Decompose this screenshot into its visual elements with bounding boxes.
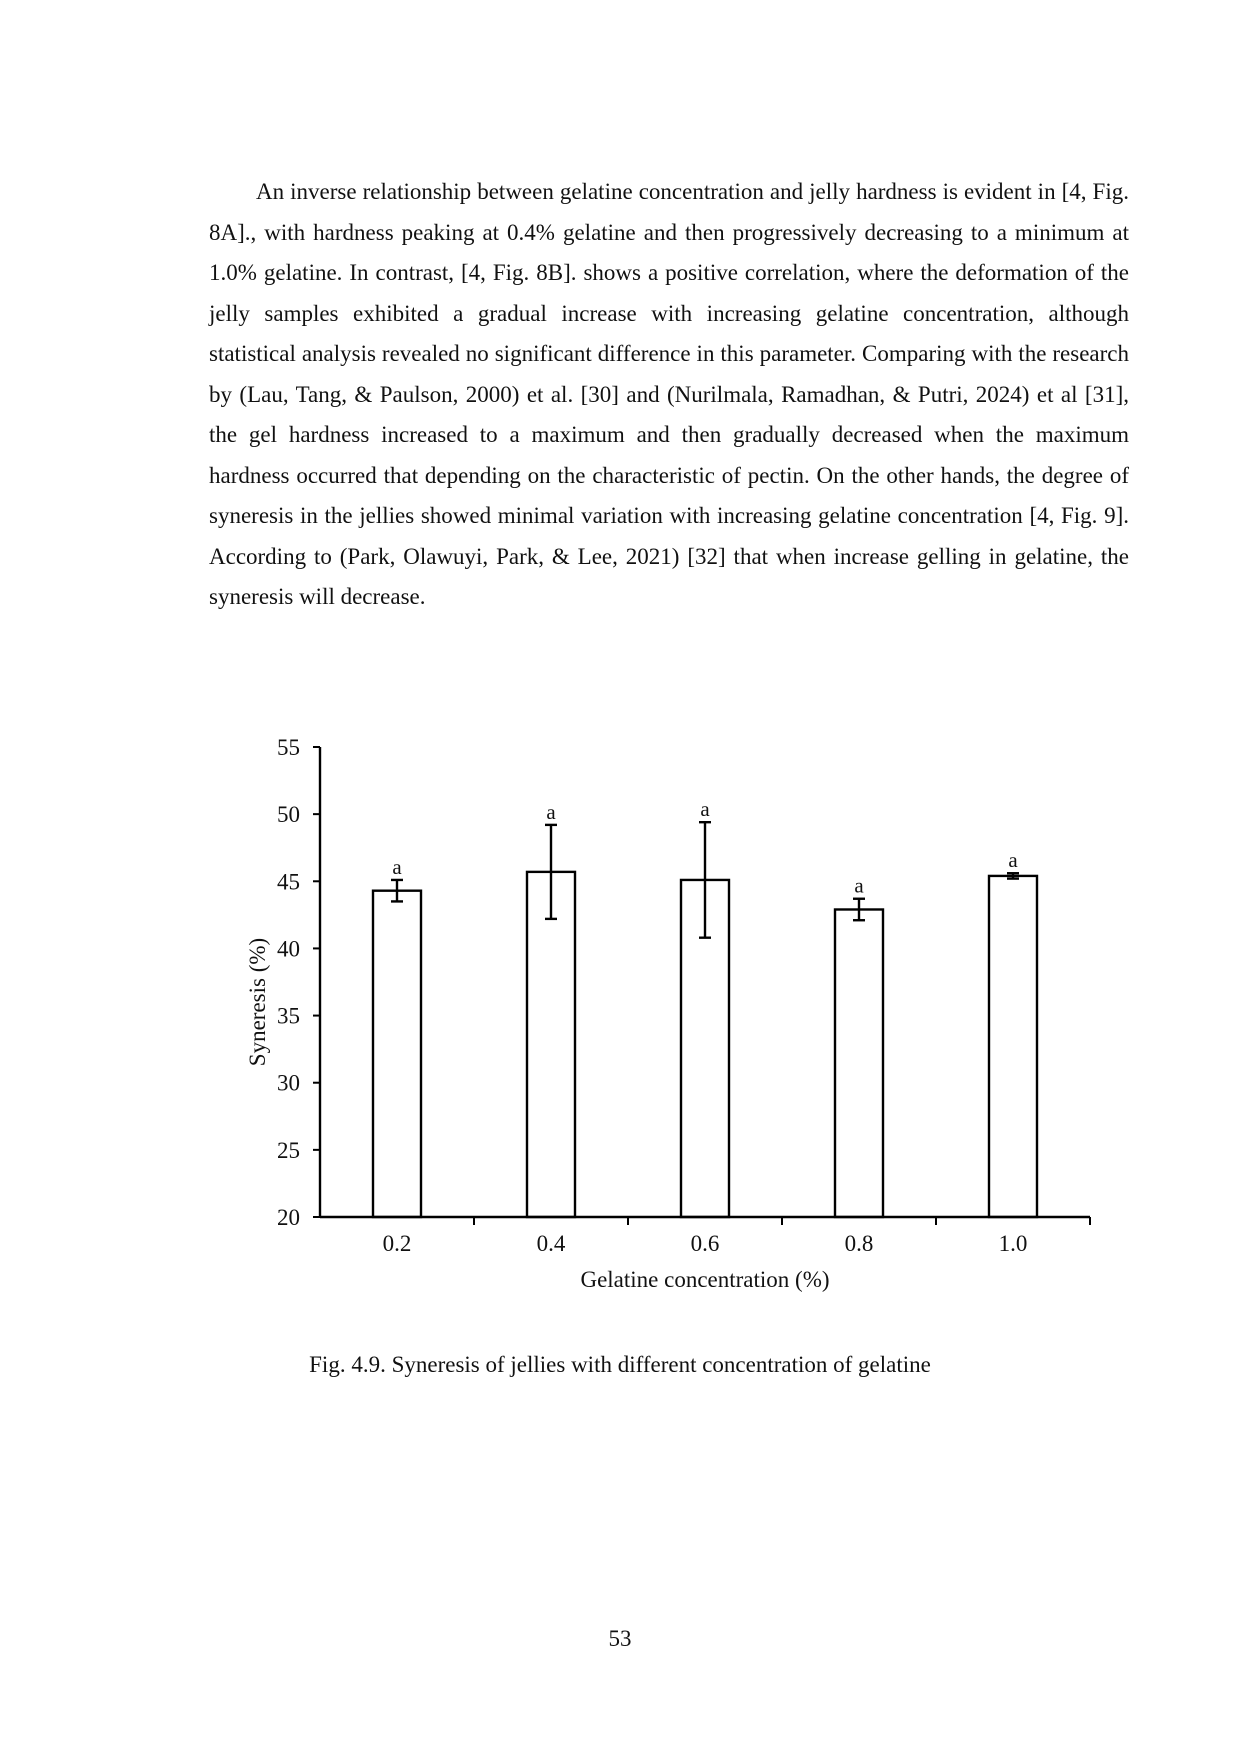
y-tick-label: 45 [277, 869, 300, 895]
bar [373, 891, 421, 1217]
page-number: 53 [608, 1626, 632, 1651]
x-tick-label: 1.0 [998, 1231, 1028, 1256]
y-tick-label: 25 [277, 1137, 300, 1163]
y-tick-label: 40 [277, 936, 300, 962]
figure-caption: Fig. 4.9. Syneresis of jellies with different concentration of gelatine [309, 1352, 931, 1377]
x-tick-label: 0.8 [844, 1231, 874, 1256]
y-axis-label: Syneresis (%) [245, 937, 270, 1067]
bar [527, 872, 575, 1217]
y-tick-label: 50 [277, 802, 300, 828]
significance-label: a [392, 854, 402, 879]
y-tick-label: 30 [277, 1070, 300, 1096]
y-tick-label: 55 [277, 735, 300, 760]
bar [989, 876, 1037, 1217]
x-tick-label: 0.4 [536, 1231, 566, 1256]
significance-label: a [546, 799, 556, 824]
body-paragraph: An inverse relationship between gelatine concentration and jelly hardness is evident in [4, Fig. 8A]., with hardness peaking at 0.4% gelatine and then progressively decreasing to a minimum at 1.0% gelatine. In contrast, [4, Fig. 8B]. shows a positive correlation, where the deformation of the jelly samples exhibited a gradual increase with increasing gelatine concentration, although statistical analysis revealed no significant difference in this parameter. Comparing with the research by (Lau, Tang, & Paulson, 2000) et al. [30] and (Nurilmala, Ramadhan, & Putri, 2024) et al [31], the gel hardness increased to a maximum and then gradually decreased when the maximum hardness occurred that depending on the characteristic of pectin. On the other hands, the degree of syneresis in the jellies showed minimal variation with increasing gelatine concentration [4, Fig. 9]. According to (Park, Olawuyi, Park, & Lee, 2021) [32] that when increase gelling in gelatine, the syneresis will decrease. [209, 179, 1129, 609]
y-tick-label: 20 [277, 1205, 300, 1230]
syneresis-figure [0, 700, 1240, 1340]
x-axis-label: Gelatine concentration (%) [580, 1267, 830, 1292]
significance-label: a [1008, 848, 1018, 873]
significance-label: a [700, 797, 710, 822]
x-tick-label: 0.2 [382, 1231, 412, 1256]
y-tick-label: 35 [277, 1003, 300, 1029]
syneresis-bar-chart [0, 700, 1240, 1340]
x-tick-label: 0.6 [690, 1231, 720, 1256]
significance-label: a [854, 873, 864, 898]
bar [835, 909, 883, 1217]
